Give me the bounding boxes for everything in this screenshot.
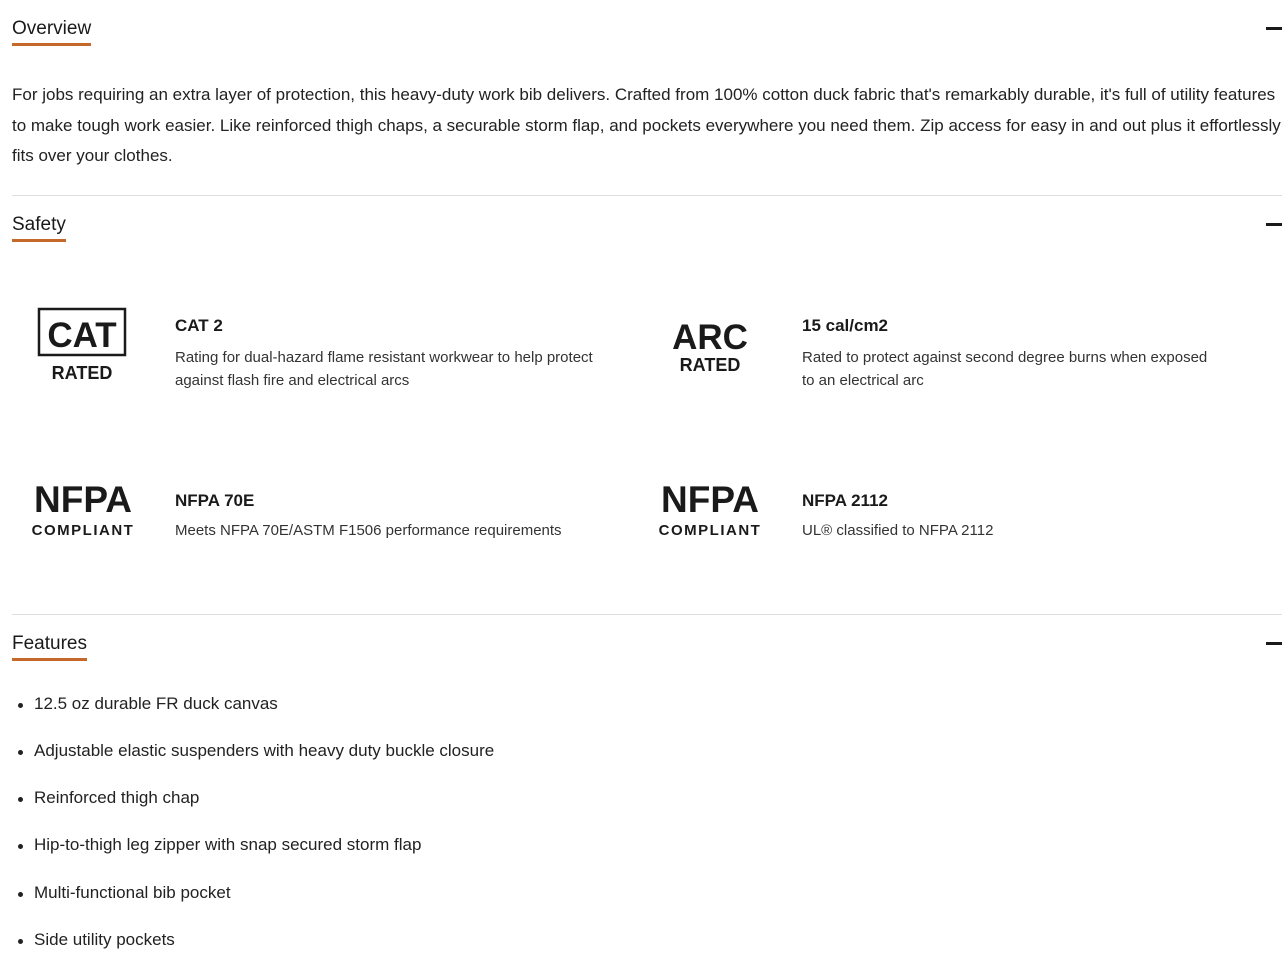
features-list bbox=[12, 673, 1282, 976]
safety-collapse-button[interactable] bbox=[1266, 223, 1282, 227]
svg-text:COMPLIANT: COMPLIANT bbox=[659, 522, 762, 539]
rating-description: Meets NFPA 70E/ASTM F1506 performance requirements bbox=[175, 519, 595, 542]
overview-section bbox=[12, 0, 1282, 196]
rating-title: 15 cal/cm2 bbox=[802, 316, 888, 336]
rating-title: NFPA 2112 bbox=[802, 491, 888, 511]
list-item bbox=[12, 787, 1282, 834]
features-section bbox=[12, 615, 1282, 976]
svg-text:NFPA: NFPA bbox=[34, 481, 132, 520]
svg-text:COMPLIANT: COMPLIANT bbox=[32, 522, 135, 539]
feature-text: Adjustable elastic suspenders with heavy duty buckle closure bbox=[34, 741, 494, 760]
svg-text:RATED: RATED bbox=[680, 355, 741, 375]
rating-title: NFPA 70E bbox=[175, 491, 254, 511]
svg-text:NFPA: NFPA bbox=[661, 481, 759, 520]
safety-section bbox=[12, 196, 1282, 615]
overview-title[interactable]: Overview bbox=[12, 17, 91, 46]
bullet-icon bbox=[18, 703, 23, 708]
list-item bbox=[12, 929, 1282, 976]
nfpa-compliant-badge-icon bbox=[12, 481, 152, 571]
feature-text: Hip-to-thigh leg zipper with snap secured storm flap bbox=[34, 835, 421, 854]
bullet-icon bbox=[18, 844, 23, 849]
rating-description: Rated to protect against second degree burns when exposed to an electrical arc bbox=[802, 346, 1222, 392]
feature-text: 12.5 oz durable FR duck canvas bbox=[34, 694, 278, 713]
minus-icon bbox=[1266, 642, 1282, 645]
nfpa-compliant-badge-icon bbox=[639, 481, 779, 571]
rating-description: Rating for dual-hazard flame resistant workwear to help protect against flash fire and electrical arcs bbox=[175, 346, 595, 392]
feature-text: Side utility pockets bbox=[34, 930, 175, 949]
feature-text: Multi-functional bib pocket bbox=[34, 883, 231, 902]
feature-text: Reinforced thigh chap bbox=[34, 788, 199, 807]
rating-nfpa-70e bbox=[12, 481, 572, 571]
rating-cat bbox=[12, 306, 572, 396]
minus-icon bbox=[1266, 223, 1282, 226]
overview-collapse-button[interactable] bbox=[1266, 27, 1282, 31]
bullet-icon bbox=[18, 750, 23, 755]
rating-description: UL® classified to NFPA 2112 bbox=[802, 519, 1222, 542]
list-item bbox=[12, 740, 1282, 787]
list-item bbox=[12, 882, 1282, 929]
svg-text:RATED: RATED bbox=[52, 363, 113, 383]
product-details bbox=[12, 0, 1282, 976]
features-header[interactable] bbox=[12, 615, 1282, 673]
overview-header[interactable] bbox=[12, 0, 1282, 58]
safety-header[interactable] bbox=[12, 196, 1282, 254]
safety-ratings bbox=[12, 254, 1282, 614]
rating-title: CAT 2 bbox=[175, 316, 223, 336]
safety-title[interactable]: Safety bbox=[12, 213, 66, 242]
svg-text:CAT: CAT bbox=[47, 316, 116, 355]
arc-rated-badge-icon bbox=[639, 306, 779, 396]
features-title[interactable]: Features bbox=[12, 632, 87, 661]
list-item bbox=[12, 834, 1282, 881]
rating-arc bbox=[639, 306, 1199, 396]
bullet-icon bbox=[18, 892, 23, 897]
overview-text: For jobs requiring an extra layer of protection, this heavy-duty work bib delivers. Crafted from 100% cotton duck fabric that's remarkably durable, it's full of utility features to make tough work easier. Like reinforced thigh chaps, a securable storm flap, and pockets everywhere you need them. Zip access for easy in and out plus it effortlessly fits over your clothes. bbox=[12, 58, 1282, 195]
rating-nfpa-2112 bbox=[639, 481, 1199, 571]
cat-rated-badge-icon bbox=[12, 306, 152, 396]
minus-icon bbox=[1266, 27, 1282, 30]
bullet-icon bbox=[18, 939, 23, 944]
bullet-icon bbox=[18, 797, 23, 802]
list-item bbox=[12, 693, 1282, 740]
features-collapse-button[interactable] bbox=[1266, 642, 1282, 646]
svg-text:ARC: ARC bbox=[672, 318, 748, 357]
